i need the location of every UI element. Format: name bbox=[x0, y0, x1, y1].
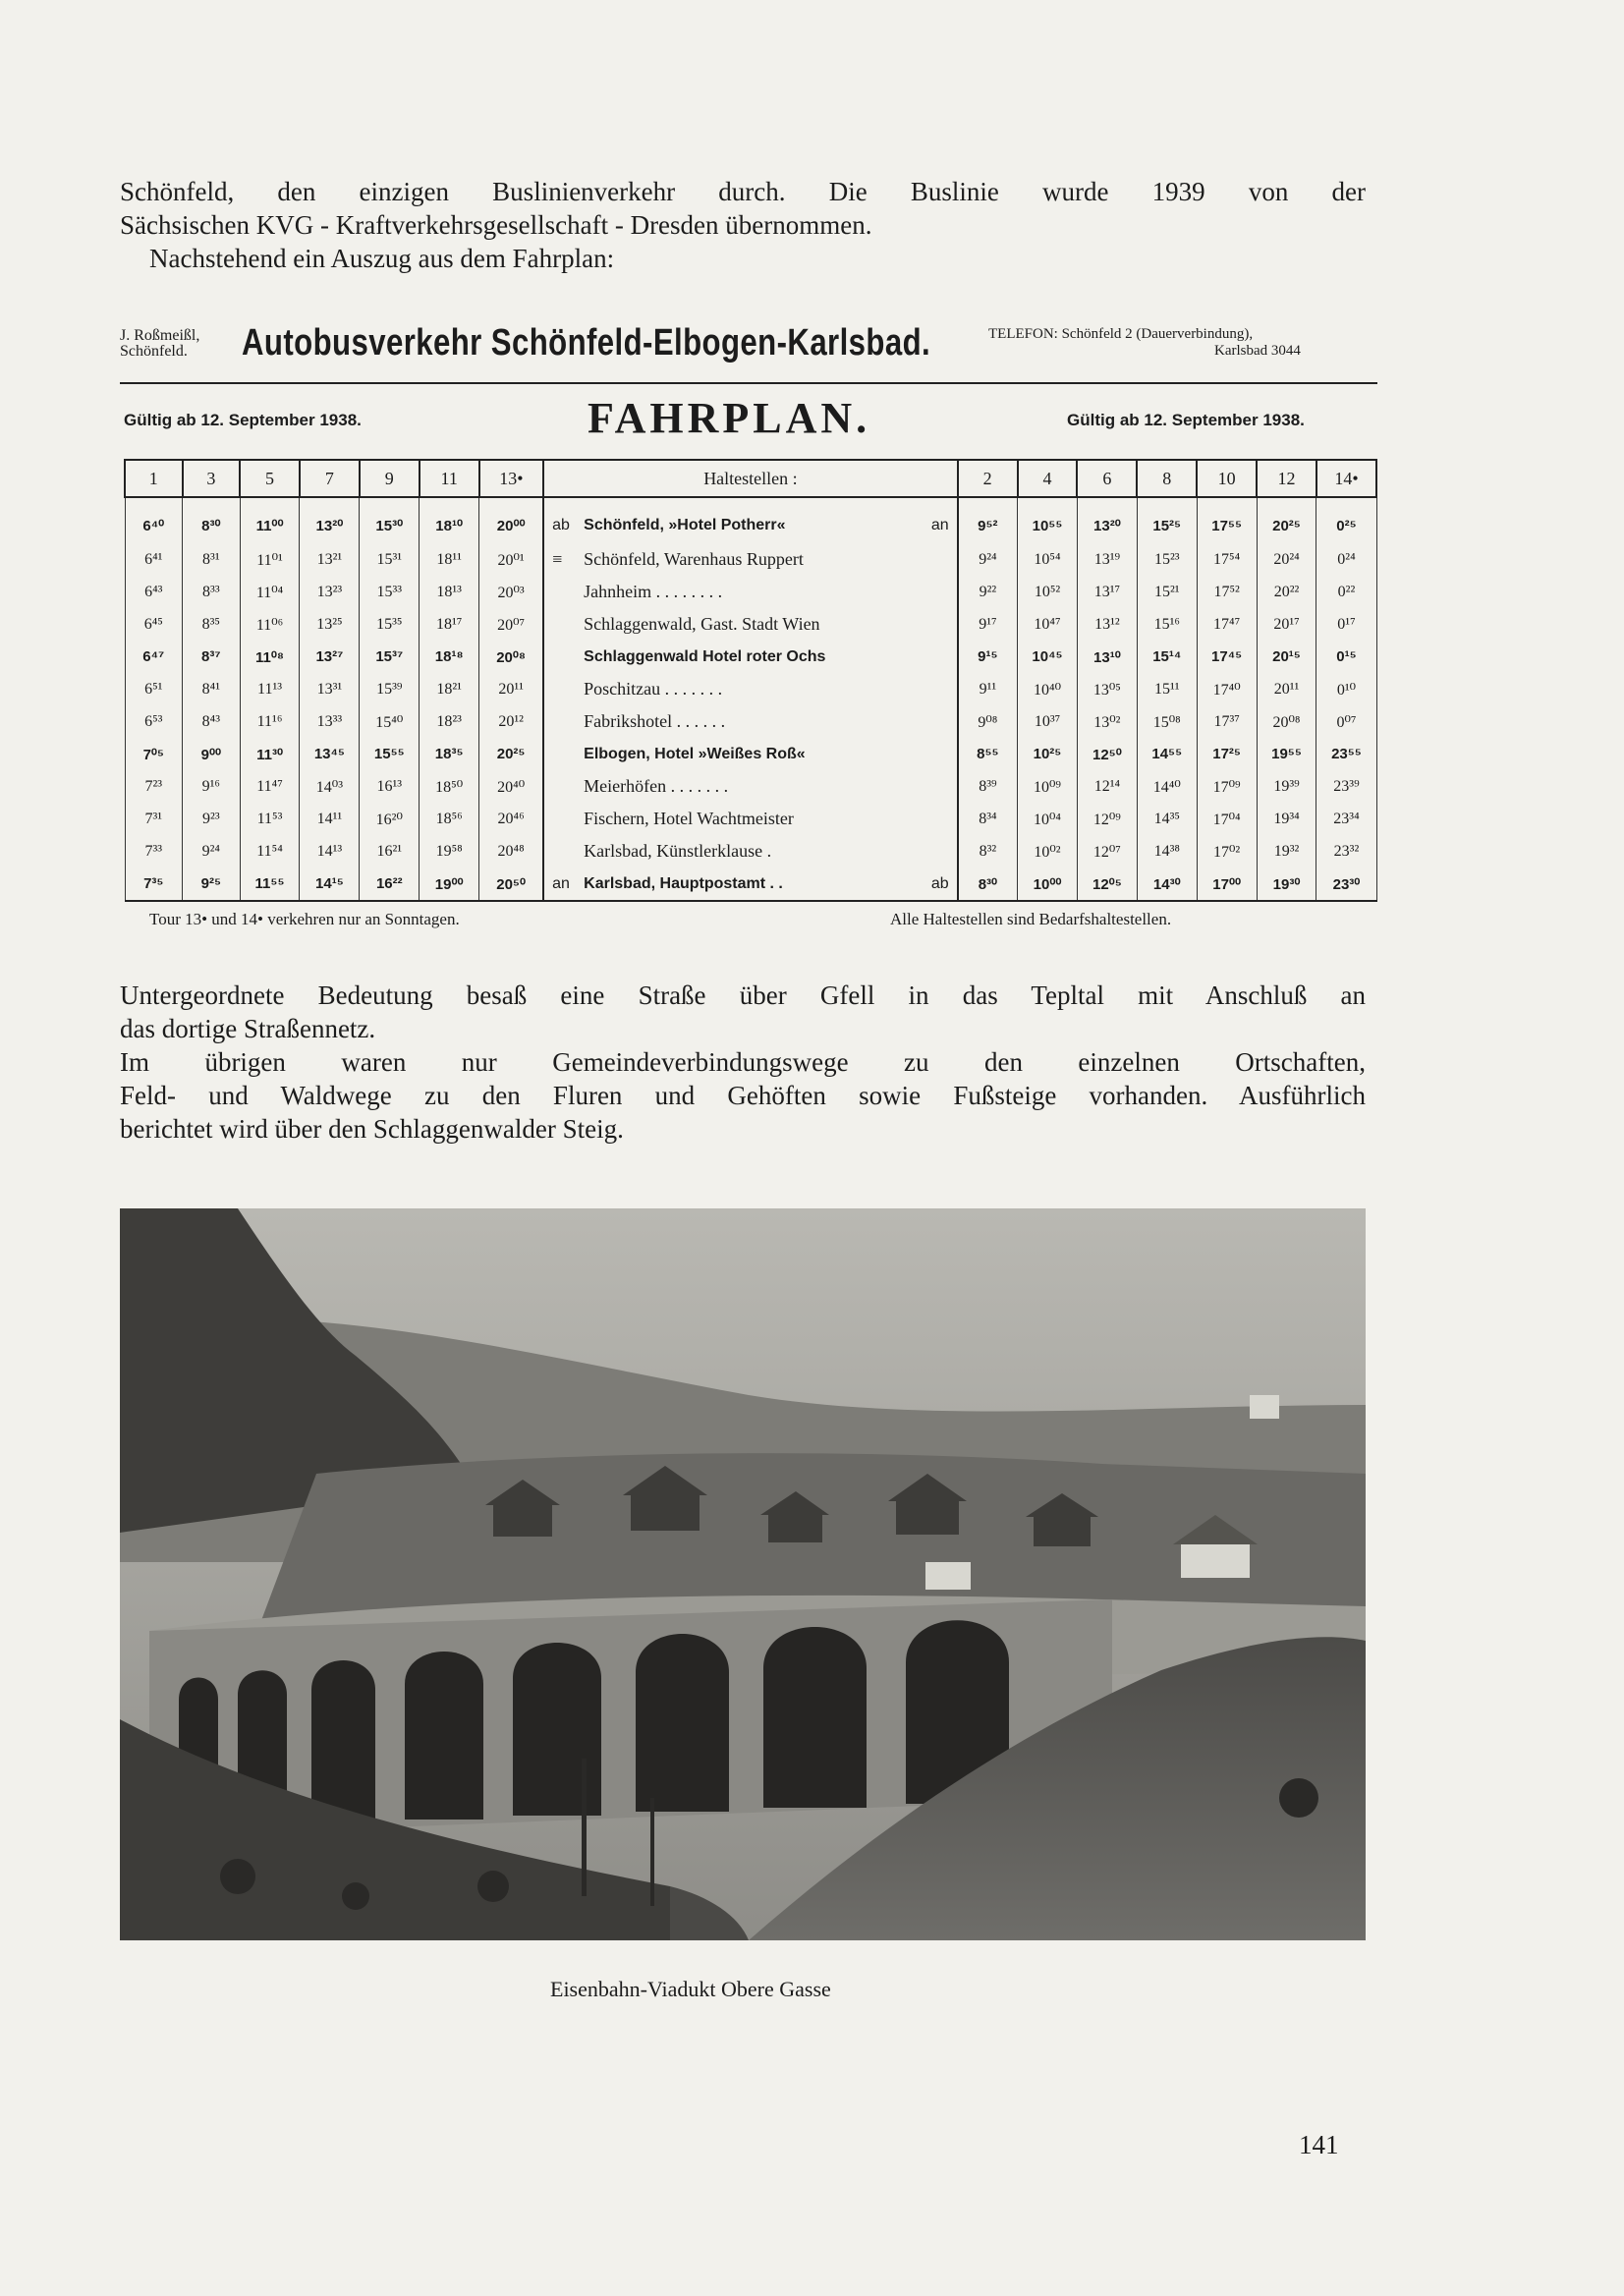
arrival-time: 15¹⁶ bbox=[1137, 608, 1197, 641]
departure-time: 18²¹ bbox=[420, 673, 479, 705]
departure-time: 11⁰¹ bbox=[240, 543, 300, 576]
col-header-return-4: 8 bbox=[1137, 460, 1197, 497]
arrival-time: 15¹⁴ bbox=[1137, 641, 1197, 673]
departure-time: 8⁴³ bbox=[183, 705, 241, 738]
departure-time: 18²³ bbox=[420, 705, 479, 738]
departure-time: 9²⁵ bbox=[183, 868, 241, 901]
col-header-return-5: 10 bbox=[1197, 460, 1257, 497]
departure-time: 16²¹ bbox=[360, 835, 420, 868]
arrival-time: 12⁰⁹ bbox=[1077, 803, 1137, 835]
departure-time: 14¹¹ bbox=[300, 803, 360, 835]
timetable-row bbox=[125, 641, 1376, 673]
para2-line-3: berichtet wird über den Schlaggenwalder Steig. bbox=[120, 1114, 624, 1144]
arrival-time: 20²⁴ bbox=[1257, 543, 1316, 576]
arrival-time: 8³² bbox=[958, 835, 1018, 868]
arrival-time: 23⁵⁵ bbox=[1316, 738, 1376, 770]
departure-time: 16¹³ bbox=[360, 770, 420, 803]
departure-time: 13⁴⁵ bbox=[300, 738, 360, 770]
valid-from-right: Gültig ab 12. September 1938. bbox=[1067, 411, 1305, 429]
departure-time: 18³⁵ bbox=[420, 738, 479, 770]
fahrplan-heading: FAHRPLAN. bbox=[588, 394, 871, 442]
photo-caption: Eisenbahn-Viadukt Obere Gasse bbox=[550, 1977, 831, 2001]
stop-name-cell bbox=[543, 868, 958, 901]
departure-time: 7³⁵ bbox=[125, 868, 183, 901]
departure-time: 11⁰⁴ bbox=[240, 576, 300, 608]
stop-name-cell bbox=[543, 835, 958, 868]
arrival-time: 13¹⁷ bbox=[1077, 576, 1137, 608]
stop-name: Schönfeld, »Hotel Potherr« bbox=[584, 517, 786, 533]
para2-line-1: Im übrigen waren nur Gemeindeverbindungswege zu den einzelnen Ortschaften, bbox=[120, 1047, 1366, 1077]
departure-time: 11³⁰ bbox=[240, 738, 300, 770]
arrival-time: 12¹⁴ bbox=[1077, 770, 1137, 803]
departure-time: 7²³ bbox=[125, 770, 183, 803]
arrival-time: 20²² bbox=[1257, 576, 1316, 608]
departure-time: 6⁵³ bbox=[125, 705, 183, 738]
timetable-row bbox=[125, 835, 1376, 868]
timetable bbox=[124, 459, 1377, 902]
stop-name: Jahnheim . . . . . . . . bbox=[584, 582, 723, 601]
departure-time: 15⁵⁵ bbox=[360, 738, 420, 770]
arrival-time: 10⁰⁹ bbox=[1018, 770, 1078, 803]
timetable-body bbox=[125, 497, 1376, 901]
departure-time: 18¹⁰ bbox=[420, 497, 479, 543]
col-header-return-7: 14• bbox=[1316, 460, 1376, 497]
stop-suffix: an bbox=[930, 517, 949, 533]
departure-time: 14⁰³ bbox=[300, 770, 360, 803]
departure-time: 20¹² bbox=[479, 705, 544, 738]
departure-time: 20⁴⁰ bbox=[479, 770, 544, 803]
departure-time: 11¹⁶ bbox=[240, 705, 300, 738]
arrival-time: 17⁰⁰ bbox=[1197, 868, 1257, 901]
departure-time: 20²⁵ bbox=[479, 738, 544, 770]
arrival-time: 17⁰⁴ bbox=[1197, 803, 1257, 835]
arrival-time: 8³⁹ bbox=[958, 770, 1018, 803]
departure-time: 7⁰⁵ bbox=[125, 738, 183, 770]
departure-time: 20¹¹ bbox=[479, 673, 544, 705]
col-header-return-6: 12 bbox=[1257, 460, 1316, 497]
departure-time: 6⁴⁷ bbox=[125, 641, 183, 673]
stop-prefix: ab bbox=[552, 517, 570, 533]
arrival-time: 20²⁵ bbox=[1257, 497, 1316, 543]
col-header-stops: Haltestellen : bbox=[543, 460, 958, 497]
departure-time: 14¹³ bbox=[300, 835, 360, 868]
stop-name-cell bbox=[543, 608, 958, 641]
timetable-row bbox=[125, 868, 1376, 901]
departure-time: 8³¹ bbox=[183, 543, 241, 576]
arrival-time: 14⁴⁰ bbox=[1137, 770, 1197, 803]
arrival-time: 8³⁴ bbox=[958, 803, 1018, 835]
timetable-title: Autobusverkehr Schönfeld-Elbogen-Karlsbad. bbox=[242, 322, 931, 364]
departure-time: 13³¹ bbox=[300, 673, 360, 705]
arrival-time: 0¹⁵ bbox=[1316, 641, 1376, 673]
page-number: 141 bbox=[1299, 2130, 1339, 2159]
departure-time: 11⁰⁸ bbox=[240, 641, 300, 673]
stop-prefix: ≡ bbox=[552, 549, 563, 569]
timetable-row bbox=[125, 673, 1376, 705]
arrival-time: 10⁴⁷ bbox=[1018, 608, 1078, 641]
departure-time: 9²⁴ bbox=[183, 835, 241, 868]
departure-time: 20⁰⁸ bbox=[479, 641, 544, 673]
arrival-time: 20⁰⁸ bbox=[1257, 705, 1316, 738]
departure-time: 13²⁷ bbox=[300, 641, 360, 673]
timetable-note-sunday: Tour 13• und 14• verkehren nur an Sonntagen. bbox=[149, 910, 460, 928]
departure-time: 8³⁵ bbox=[183, 608, 241, 641]
departure-time: 18⁵⁶ bbox=[420, 803, 479, 835]
departure-time: 19⁰⁰ bbox=[420, 868, 479, 901]
arrival-time: 13²⁰ bbox=[1077, 497, 1137, 543]
arrival-time: 10⁴⁵ bbox=[1018, 641, 1078, 673]
timetable-rule bbox=[120, 382, 1377, 384]
valid-from-left: Gültig ab 12. September 1938. bbox=[124, 411, 362, 429]
arrival-time: 10⁰⁴ bbox=[1018, 803, 1078, 835]
departure-time: 13²⁵ bbox=[300, 608, 360, 641]
stop-suffix: ab bbox=[930, 874, 949, 892]
arrival-time: 14³⁵ bbox=[1137, 803, 1197, 835]
departure-time: 11¹³ bbox=[240, 673, 300, 705]
stop-name-cell bbox=[543, 738, 958, 770]
timetable-row bbox=[125, 803, 1376, 835]
departure-time: 8⁴¹ bbox=[183, 673, 241, 705]
departure-time: 18¹³ bbox=[420, 576, 479, 608]
arrival-time: 15⁰⁸ bbox=[1137, 705, 1197, 738]
col-header-outbound-7: 13• bbox=[479, 460, 544, 497]
intro-line-2: Sächsischen KVG - Kraftverkehrsgesellschaft - Dresden übernommen. bbox=[120, 210, 872, 240]
timetable-row bbox=[125, 705, 1376, 738]
stop-name: Meierhöfen . . . . . . . bbox=[584, 776, 729, 796]
stop-name: Elbogen, Hotel »Weißes Roß« bbox=[584, 745, 806, 762]
arrival-time: 10⁰² bbox=[1018, 835, 1078, 868]
arrival-time: 14³⁸ bbox=[1137, 835, 1197, 868]
arrival-time: 12⁵⁰ bbox=[1077, 738, 1137, 770]
departure-time: 14¹⁵ bbox=[300, 868, 360, 901]
arrival-time: 23³⁴ bbox=[1316, 803, 1376, 835]
arrival-time: 9²⁴ bbox=[958, 543, 1018, 576]
arrival-time: 12⁰⁵ bbox=[1077, 868, 1137, 901]
arrival-time: 15²⁵ bbox=[1137, 497, 1197, 543]
departure-time: 18¹⁸ bbox=[420, 641, 479, 673]
stop-name: Poschitzau . . . . . . . bbox=[584, 679, 723, 699]
arrival-time: 0²² bbox=[1316, 576, 1376, 608]
departure-time: 20⁰¹ bbox=[479, 543, 544, 576]
col-header-outbound-4: 7 bbox=[300, 460, 360, 497]
arrival-time: 13¹⁰ bbox=[1077, 641, 1137, 673]
departure-time: 15³⁰ bbox=[360, 497, 420, 543]
departure-time: 9¹⁶ bbox=[183, 770, 241, 803]
departure-time: 8³³ bbox=[183, 576, 241, 608]
departure-time: 13²¹ bbox=[300, 543, 360, 576]
col-header-return-2: 4 bbox=[1018, 460, 1078, 497]
arrival-time: 13⁰⁵ bbox=[1077, 673, 1137, 705]
arrival-time: 13⁰² bbox=[1077, 705, 1137, 738]
departure-time: 9²³ bbox=[183, 803, 241, 835]
departure-time: 11⁰⁰ bbox=[240, 497, 300, 543]
departure-time: 9⁰⁰ bbox=[183, 738, 241, 770]
departure-time: 18¹¹ bbox=[420, 543, 479, 576]
stop-name-cell bbox=[543, 770, 958, 803]
departure-time: 11⁴⁷ bbox=[240, 770, 300, 803]
arrival-time: 17³⁷ bbox=[1197, 705, 1257, 738]
departure-time: 20⁴⁸ bbox=[479, 835, 544, 868]
arrival-time: 0²⁵ bbox=[1316, 497, 1376, 543]
stop-name: Fischern, Hotel Wachtmeister bbox=[584, 809, 794, 828]
arrival-time: 17⁵⁴ bbox=[1197, 543, 1257, 576]
timetable-row bbox=[125, 770, 1376, 803]
departure-time: 19⁵⁸ bbox=[420, 835, 479, 868]
arrival-time: 13¹⁹ bbox=[1077, 543, 1137, 576]
departure-time: 15³⁹ bbox=[360, 673, 420, 705]
arrival-time: 17⁰² bbox=[1197, 835, 1257, 868]
departure-time: 16²⁰ bbox=[360, 803, 420, 835]
departure-time: 6⁴³ bbox=[125, 576, 183, 608]
departure-time: 15³³ bbox=[360, 576, 420, 608]
stop-name: Karlsbad, Hauptpostamt . . bbox=[584, 874, 783, 892]
arrival-time: 0¹⁷ bbox=[1316, 608, 1376, 641]
para2-line-2: Feld- und Waldwege zu den Fluren und Gehöften sowie Fußsteige vorhanden. Ausführlich bbox=[120, 1081, 1366, 1110]
timetable-telephone: TELEFON: Schönfeld 2 (Dauerverbindung), Karlsbad 3044 bbox=[988, 326, 1301, 359]
arrival-time: 15²³ bbox=[1137, 543, 1197, 576]
departure-time: 11⁰⁶ bbox=[240, 608, 300, 641]
stop-name-cell bbox=[543, 576, 958, 608]
arrival-time: 15²¹ bbox=[1137, 576, 1197, 608]
arrival-time: 23³⁰ bbox=[1316, 868, 1376, 901]
arrival-time: 8⁵⁵ bbox=[958, 738, 1018, 770]
intro-line-1: Schönfeld, den einzigen Buslinienverkehr durch. Die Buslinie wurde 1939 von der bbox=[120, 177, 1366, 206]
departure-time: 6⁴⁰ bbox=[125, 497, 183, 543]
arrival-time: 19³⁴ bbox=[1257, 803, 1316, 835]
departure-time: 8³⁷ bbox=[183, 641, 241, 673]
arrival-time: 8³⁰ bbox=[958, 868, 1018, 901]
arrival-time: 10⁵⁴ bbox=[1018, 543, 1078, 576]
col-header-return-3: 6 bbox=[1077, 460, 1137, 497]
timetable-row bbox=[125, 576, 1376, 608]
timetable-row bbox=[125, 497, 1376, 543]
arrival-time: 10⁴⁰ bbox=[1018, 673, 1078, 705]
intro-paragraph bbox=[120, 175, 1366, 275]
viaduct-photo bbox=[120, 1208, 1366, 1940]
para1-line-1: Untergeordnete Bedeutung besaß eine Straße über Gfell in das Tepltal mit Anschluß an bbox=[120, 980, 1366, 1010]
stop-name: Karlsbad, Künstlerklause . bbox=[584, 841, 772, 861]
departure-time: 7³³ bbox=[125, 835, 183, 868]
col-header-return-1: 2 bbox=[958, 460, 1018, 497]
arrival-time: 20¹⁵ bbox=[1257, 641, 1316, 673]
departure-time: 15³¹ bbox=[360, 543, 420, 576]
timetable-header-row bbox=[125, 460, 1376, 497]
arrival-time: 0⁰⁷ bbox=[1316, 705, 1376, 738]
departure-time: 11⁵³ bbox=[240, 803, 300, 835]
departure-time: 6⁴⁵ bbox=[125, 608, 183, 641]
departure-time: 18¹⁷ bbox=[420, 608, 479, 641]
arrival-time: 19³² bbox=[1257, 835, 1316, 868]
arrival-time: 19³⁹ bbox=[1257, 770, 1316, 803]
arrival-time: 10²⁵ bbox=[1018, 738, 1078, 770]
arrival-time: 10⁰⁰ bbox=[1018, 868, 1078, 901]
departure-time: 20⁴⁶ bbox=[479, 803, 544, 835]
departure-time: 6⁴¹ bbox=[125, 543, 183, 576]
arrival-time: 14⁵⁵ bbox=[1137, 738, 1197, 770]
timetable-owner: J. Roßmeißl, Schönfeld. bbox=[120, 327, 200, 360]
stop-name-cell bbox=[543, 803, 958, 835]
col-header-outbound-1: 1 bbox=[125, 460, 183, 497]
stop-name: Schlaggenwald Hotel roter Ochs bbox=[584, 647, 826, 665]
departure-time: 20⁵⁰ bbox=[479, 868, 544, 901]
arrival-time: 17⁴⁰ bbox=[1197, 673, 1257, 705]
timetable-header bbox=[120, 322, 1377, 377]
departure-time: 15³⁷ bbox=[360, 641, 420, 673]
arrival-time: 17⁴⁵ bbox=[1197, 641, 1257, 673]
col-header-outbound-6: 11 bbox=[420, 460, 479, 497]
departure-time: 15³⁵ bbox=[360, 608, 420, 641]
body-paragraph-2 bbox=[120, 1045, 1366, 1146]
stop-name-cell bbox=[543, 641, 958, 673]
departure-time: 7³¹ bbox=[125, 803, 183, 835]
arrival-time: 10⁵² bbox=[1018, 576, 1078, 608]
stop-name: Fabrikshotel . . . . . . bbox=[584, 711, 726, 731]
arrival-time: 9¹¹ bbox=[958, 673, 1018, 705]
arrival-time: 17²⁵ bbox=[1197, 738, 1257, 770]
para1-line-2: das dortige Straßennetz. bbox=[120, 1014, 376, 1043]
stop-name: Schlaggenwald, Gast. Stadt Wien bbox=[584, 614, 820, 634]
departure-time: 13²³ bbox=[300, 576, 360, 608]
stop-name-cell bbox=[543, 497, 958, 543]
stop-name-cell bbox=[543, 705, 958, 738]
stop-prefix: an bbox=[552, 874, 570, 892]
arrival-time: 19⁵⁵ bbox=[1257, 738, 1316, 770]
arrival-time: 20¹⁷ bbox=[1257, 608, 1316, 641]
arrival-time: 14³⁰ bbox=[1137, 868, 1197, 901]
arrival-time: 9⁵² bbox=[958, 497, 1018, 543]
arrival-time: 0¹⁰ bbox=[1316, 673, 1376, 705]
body-paragraph-1 bbox=[120, 979, 1366, 1045]
arrival-time: 23³² bbox=[1316, 835, 1376, 868]
departure-time: 20⁰³ bbox=[479, 576, 544, 608]
departure-time: 11⁵⁴ bbox=[240, 835, 300, 868]
arrival-time: 9¹⁵ bbox=[958, 641, 1018, 673]
departure-time: 11⁵⁵ bbox=[240, 868, 300, 901]
departure-time: 16²² bbox=[360, 868, 420, 901]
timetable-row bbox=[125, 608, 1376, 641]
stop-name-cell bbox=[543, 543, 958, 576]
departure-time: 15⁴⁰ bbox=[360, 705, 420, 738]
arrival-time: 12⁰⁷ bbox=[1077, 835, 1137, 868]
departure-time: 13³³ bbox=[300, 705, 360, 738]
arrival-time: 0²⁴ bbox=[1316, 543, 1376, 576]
arrival-time: 17⁵⁵ bbox=[1197, 497, 1257, 543]
arrival-time: 10⁵⁵ bbox=[1018, 497, 1078, 543]
arrival-time: 9⁰⁸ bbox=[958, 705, 1018, 738]
timetable-row bbox=[125, 543, 1376, 576]
departure-time: 20⁰⁰ bbox=[479, 497, 544, 543]
departure-time: 13²⁰ bbox=[300, 497, 360, 543]
arrival-time: 9²² bbox=[958, 576, 1018, 608]
stop-name: Schönfeld, Warenhaus Ruppert bbox=[584, 549, 804, 569]
arrival-time: 17⁰⁹ bbox=[1197, 770, 1257, 803]
arrival-time: 15¹¹ bbox=[1137, 673, 1197, 705]
timetable-row bbox=[125, 738, 1376, 770]
arrival-time: 17⁴⁷ bbox=[1197, 608, 1257, 641]
stop-name-cell bbox=[543, 673, 958, 705]
col-header-outbound-3: 5 bbox=[240, 460, 300, 497]
col-header-outbound-2: 3 bbox=[183, 460, 241, 497]
departure-time: 6⁵¹ bbox=[125, 673, 183, 705]
arrival-time: 20¹¹ bbox=[1257, 673, 1316, 705]
departure-time: 18⁵⁰ bbox=[420, 770, 479, 803]
arrival-time: 9¹⁷ bbox=[958, 608, 1018, 641]
arrival-time: 13¹² bbox=[1077, 608, 1137, 641]
arrival-time: 23³⁹ bbox=[1316, 770, 1376, 803]
arrival-time: 17⁵² bbox=[1197, 576, 1257, 608]
col-header-outbound-5: 9 bbox=[360, 460, 420, 497]
departure-time: 20⁰⁷ bbox=[479, 608, 544, 641]
departure-time: 8³⁰ bbox=[183, 497, 241, 543]
timetable-note-stops: Alle Haltestellen sind Bedarfshaltestellen. bbox=[890, 910, 1172, 928]
intro-line-3: Nachstehend ein Auszug aus dem Fahrplan: bbox=[149, 244, 615, 273]
arrival-time: 19³⁰ bbox=[1257, 868, 1316, 901]
arrival-time: 10³⁷ bbox=[1018, 705, 1078, 738]
